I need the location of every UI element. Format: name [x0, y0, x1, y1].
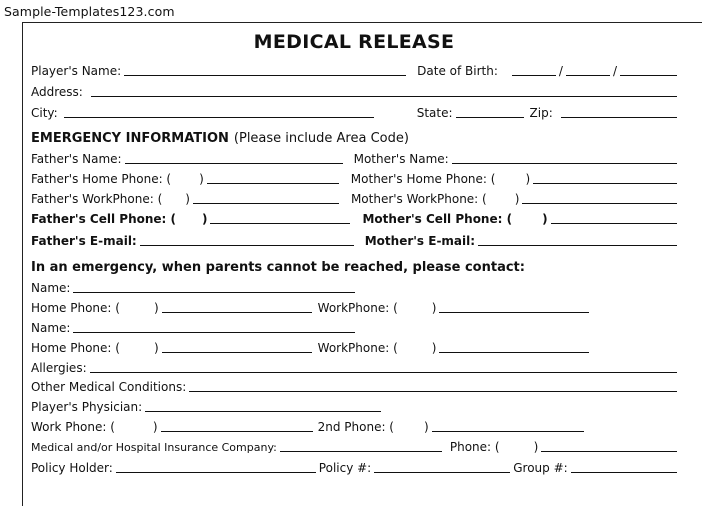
group-number-field[interactable]: [571, 472, 677, 473]
conditions-field[interactable]: [189, 391, 677, 392]
row-parent-names: [31, 150, 680, 166]
father-name-label: Father's Name:: [31, 152, 122, 166]
second-phone-close: ): [424, 420, 429, 434]
row-insurance: [31, 438, 680, 454]
contact1-home-field[interactable]: [162, 312, 312, 313]
contact2-work-field[interactable]: [439, 352, 589, 353]
row-address: [31, 83, 680, 99]
contact1-home-label: Home Phone: (: [31, 301, 120, 315]
allergies-field[interactable]: [90, 372, 677, 373]
mother-cell-label: Mother's Cell Phone: (: [362, 212, 513, 226]
emergency-heading: [31, 130, 680, 146]
physician-field[interactable]: [145, 411, 381, 412]
second-phone-label: 2nd Phone: (: [317, 420, 394, 434]
group-number-label: Group #:: [513, 461, 568, 475]
physician-label: Player's Physician:: [31, 400, 143, 414]
state-field[interactable]: [456, 117, 524, 118]
row-contact1-name: [31, 279, 680, 295]
insurance-phone-close: ): [533, 440, 539, 454]
father-cell-label: Father's Cell Phone: (: [31, 212, 176, 226]
row-contact2-phones: [31, 339, 680, 355]
emergency-heading-note: (Please include Area Code): [233, 131, 409, 146]
player-name-label: Player's Name:: [31, 64, 122, 78]
address-field[interactable]: [91, 96, 677, 97]
insurance-field[interactable]: [280, 451, 442, 452]
contact-heading: [31, 259, 680, 275]
father-email-field[interactable]: [140, 245, 354, 246]
city-field[interactable]: [64, 117, 374, 118]
contact1-work-close: ): [431, 301, 437, 315]
policy-number-label: Policy #:: [318, 461, 372, 475]
dob-label: Date of Birth:: [417, 64, 498, 78]
contact2-work-close: ): [431, 341, 437, 355]
contact1-work-field[interactable]: [439, 312, 589, 313]
dob-slash-1: /: [558, 64, 563, 78]
row-emails: [31, 232, 680, 248]
mother-work-label: Mother's WorkPhone: (: [350, 192, 487, 206]
physician-work-label: Work Phone: (: [31, 420, 115, 434]
father-cell-close: ): [202, 212, 208, 226]
mother-home-field[interactable]: [533, 183, 677, 184]
policy-number-field[interactable]: [374, 472, 510, 473]
row-physician-phones: [31, 418, 680, 434]
contact2-work-label: WorkPhone: (: [317, 341, 398, 355]
city-label: City:: [31, 106, 58, 120]
father-home-close: ): [199, 172, 204, 186]
contact1-work-label: WorkPhone: (: [317, 301, 398, 315]
dob-day-field[interactable]: [566, 75, 610, 76]
father-work-label: Father's WorkPhone: (: [31, 192, 163, 206]
father-work-close: ): [185, 192, 190, 206]
row-home-phones: [31, 170, 680, 186]
contact2-home-close: ): [153, 341, 159, 355]
father-work-field[interactable]: [193, 203, 339, 204]
conditions-label: Other Medical Conditions:: [31, 380, 187, 394]
father-home-field[interactable]: [207, 183, 339, 184]
contact-heading-text: In an emergency, when parents cannot be reached, please contact:: [31, 260, 525, 275]
father-home-label: Father's Home Phone: (: [31, 172, 172, 186]
row-work-phones: [31, 190, 680, 206]
contact1-home-close: ): [153, 301, 159, 315]
address-label: Address:: [31, 85, 83, 99]
father-email-label: Father's E-mail:: [31, 234, 137, 248]
mother-email-field[interactable]: [478, 245, 677, 246]
state-label: State:: [416, 106, 453, 120]
row-conditions: [31, 378, 680, 394]
zip-field[interactable]: [561, 117, 677, 118]
dob-year-field[interactable]: [620, 75, 677, 76]
mother-home-label: Mother's Home Phone: (: [350, 172, 496, 186]
row-allergies: [31, 359, 680, 375]
row-contact2-name: [31, 319, 680, 335]
row-cell-phones: [31, 210, 680, 226]
father-cell-field[interactable]: [210, 223, 350, 224]
row-contact1-phones: [31, 299, 680, 315]
player-name-field[interactable]: [124, 75, 406, 76]
mother-name-field[interactable]: [452, 163, 677, 164]
row-city: [31, 104, 680, 120]
contact2-name-label: Name:: [31, 321, 71, 335]
contact2-home-label: Home Phone: (: [31, 341, 120, 355]
mother-email-label: Mother's E-mail:: [364, 234, 476, 248]
row-physician: [31, 398, 680, 414]
mother-work-close: ): [514, 192, 520, 206]
row-policy: [31, 459, 680, 475]
zip-label: Zip:: [529, 106, 553, 120]
dob-slash-2: /: [612, 64, 617, 78]
insurance-phone-field[interactable]: [541, 451, 677, 452]
contact2-home-field[interactable]: [162, 352, 312, 353]
policy-holder-label: Policy Holder:: [31, 461, 113, 475]
contact2-name-field[interactable]: [73, 332, 355, 333]
mother-cell-field[interactable]: [551, 223, 677, 224]
insurance-label: Medical and/or Hospital Insurance Company:: [31, 441, 277, 454]
emergency-heading-text: EMERGENCY INFORMATION: [31, 131, 229, 146]
contact1-name-field[interactable]: [73, 292, 355, 293]
physician-work-close: ): [152, 420, 158, 434]
physician-work-field[interactable]: [161, 431, 313, 432]
mother-work-field[interactable]: [522, 203, 677, 204]
mother-home-close: ): [525, 172, 531, 186]
insurance-phone-label: Phone: (: [449, 440, 500, 454]
watermark-text: Sample-Templates123.com: [4, 4, 175, 19]
row-player-name: [31, 62, 680, 78]
policy-holder-field[interactable]: [116, 472, 316, 473]
second-phone-field[interactable]: [432, 431, 584, 432]
form-title: MEDICAL RELEASE: [253, 31, 455, 53]
father-name-field[interactable]: [125, 163, 343, 164]
allergies-label: Allergies:: [31, 361, 87, 375]
mother-name-label: Mother's Name:: [353, 152, 449, 166]
contact1-name-label: Name:: [31, 281, 71, 295]
dob-month-field[interactable]: [512, 75, 556, 76]
mother-cell-close: ): [542, 212, 548, 226]
